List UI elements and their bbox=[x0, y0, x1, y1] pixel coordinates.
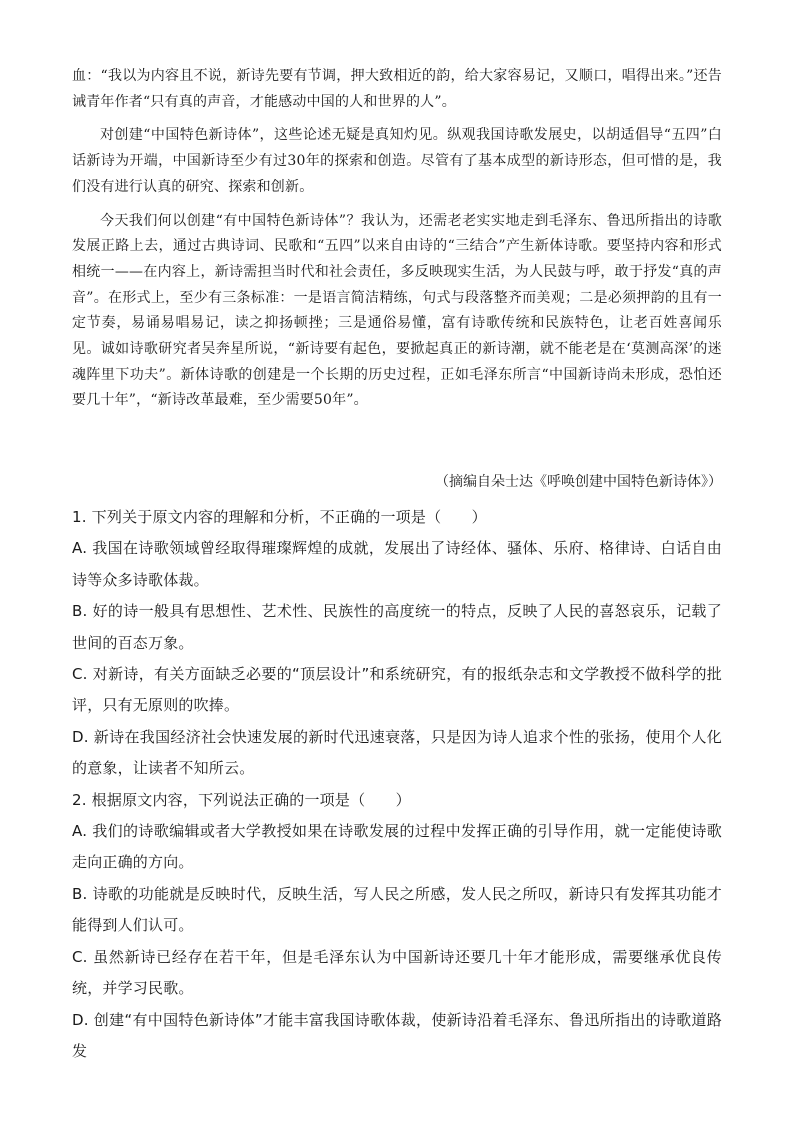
option-b: B. 诗歌的功能就是反映时代，反映生活，写人民之所感，发人民之所叹，新诗只有发挥其功能才能得到人们认可。 bbox=[72, 884, 722, 935]
option-d: D. 新诗在我国经济社会快速发展的新时代迅速衰落，只是因为诗人追求个性的张扬，使用个人化的意象，让读者不知所云。 bbox=[72, 727, 723, 778]
question-1 bbox=[72, 502, 722, 785]
question-stem: 2. 根据原文内容，下列说法正确的一项是（ ） bbox=[72, 790, 411, 809]
option-b: B. 好的诗一般具有思想性、艺术性、民族性的高度统一的特点，反映了人民的喜怒哀乐，记载了世间的百态万象。 bbox=[72, 602, 722, 652]
passage-paragraph-2: 对创建“中国特色新诗体”，这些论述无疑是真知灼见。纵观我国诗歌发展史，以胡适倡导“五四”白话新诗为开端，中国新诗至少有过30年的探索和创造。尽管有了基本成型的新诗形态，但可惜的是，我们没有进行认真的研究、探索和创新。 bbox=[72, 127, 722, 195]
option-c: C. 对新诗，有关方面缺乏必要的“顶层设计”和系统研究，有的报纸杂志和文学教授不做科学的批评，只有无原则的吹捧。 bbox=[72, 665, 722, 715]
passage-paragraph-1: 血：“我以为内容且不说，新诗先要有节调，押大致相近的韵，给大家容易记，又顺口，唱得出来。”还告诫青年作者“只有真的声音，才能感动中国的人和世界的人”。 bbox=[72, 68, 722, 110]
question-section bbox=[72, 502, 722, 1067]
passage-paragraph-3: 今天我们何以创建“有中国特色新诗体”？我认为，还需老老实实地走到毛泽东、鲁迅所指出的诗歌发展正路上去，通过古典诗词、民歌和“五四”以来自由诗的“三结合”产生新体诗歌。要坚持内容和形式相统一——在内容上，新诗需担当时代和社会责任，多反映现实生活，为人民鼓与呼，敢于抒发“真的声音”。在形式上，至少有三条标准：一是语言简洁精练，句式与段落整齐而美观；二是必须押韵的且有一定节奏，易诵易唱易记，读之抑扬顿挫；三是通俗易懂，富有诗歌传统和民族特色，让老百姓喜闻乐见。诚如诗歌研究者吴奔星所说，“新诗要有起色，要掀起真正的新诗潮，就不能老是在‘莫测高深’的迷魂阵里下功夫”。新体诗歌的创建是一个长期的历史过程，正如毛泽东所言“中国新诗尚未形成，恐怕还要几十年”，“新诗改革最难，至少需要50年”。 bbox=[72, 212, 722, 409]
passage-body bbox=[72, 64, 722, 414]
question-2 bbox=[72, 785, 722, 1068]
option-a: A. 我们的诗歌编辑或者大学教授如果在诗歌发展的过程中发挥正确的引导作用，就一定能使诗歌走向正确的方向。 bbox=[72, 822, 722, 872]
option-c: C. 虽然新诗已经存在若干年，但是毛泽东认为中国新诗还要几十年才能形成，需要继承优良传统，并学习民歌。 bbox=[72, 947, 722, 998]
question-stem: 1. 下列关于原文内容的理解和分析，不正确的一项是（ ） bbox=[72, 508, 487, 526]
passage-source: （摘编自朵士达《呼唤创建中国特色新诗体》） bbox=[435, 474, 722, 490]
option-d: D. 创建“有中国特色新诗体”才能丰富我国诗歌体裁，使新诗沿着毛泽东、鲁迅所指出的诗歌道路发 bbox=[72, 1010, 722, 1060]
option-a: A. 我国在诗歌领域曾经取得璀璨辉煌的成就，发展出了诗经体、骚体、乐府、格律诗、白话自由诗等众多诗歌体裁。 bbox=[72, 539, 722, 589]
